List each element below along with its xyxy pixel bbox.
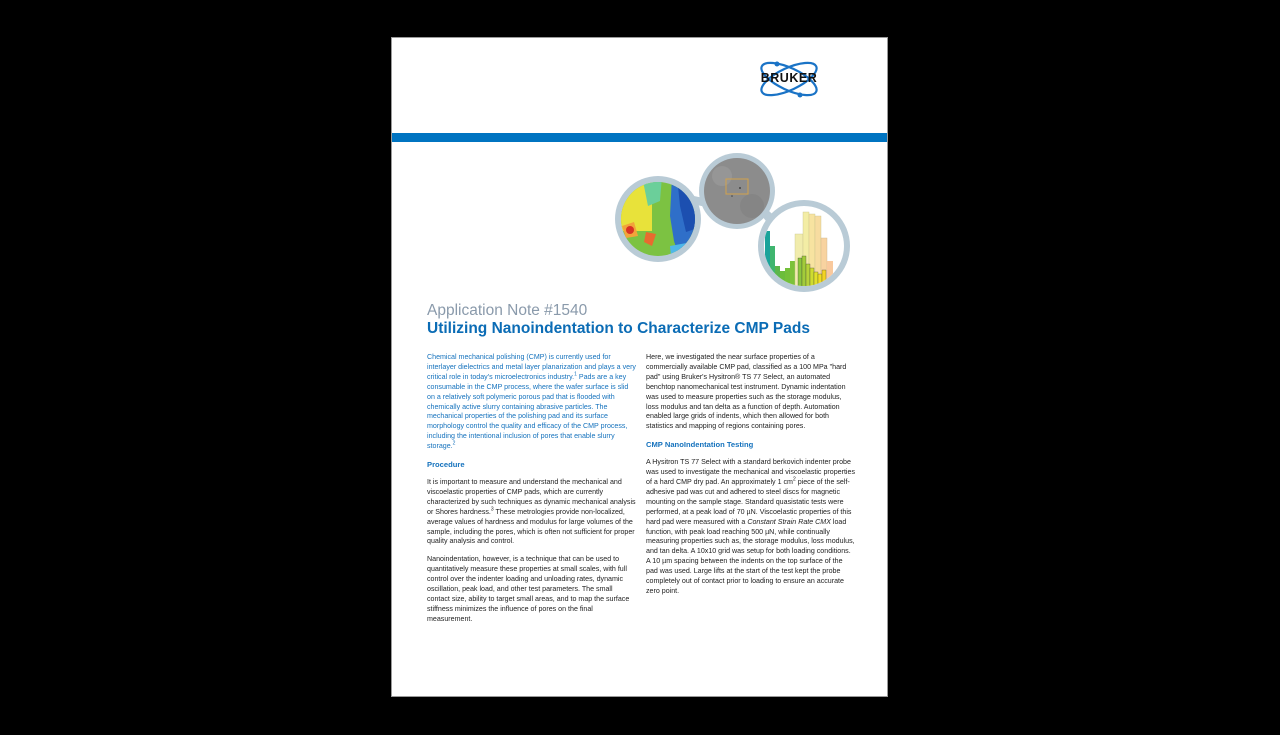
bruker-logo	[749, 55, 829, 103]
app-note-number: Application Note #1540	[427, 302, 588, 319]
procedure-paragraph-1: It is important to measure and understand the mechanical and viscoelastic properties of CMP pads, which are currently characterized by such techniques as dynamic mechanical analysis or Shores hardness.$^3$ These metrologies provide non-localized, average values of hardness and modulus for large volumes of the sample, including the pores, which is often not sufficient for proper quality analysis and control.	[427, 477, 636, 546]
document-page	[391, 37, 888, 697]
testing-heading: CMP NanoIndentation Testing	[646, 440, 754, 450]
document-title: Utilizing Nanoindentation to Characterize CMP Pads	[427, 320, 810, 337]
title-block	[427, 302, 867, 338]
intro-paragraph: Chemical mechanical polishing (CMP) is currently used for interlayer dielectrics and metal layer planarization and plays a very critical role in today's microelectronics industry.$^1$ Pads are a key consumable in the CMP process, where the wafer surface is slid on a relatively soft polymeric porous pad that is flooded with chemically active slurry containing abrasive particles. The mechanical properties of the polishing pad and its surface morphology control the quality and efficacy of the CMP process, including the intentional inclusion of pores that enable slurry storage.$^2$	[427, 353, 636, 451]
brand-name: BRUKER	[760, 71, 818, 85]
header-bar	[392, 133, 887, 142]
left-column	[427, 353, 637, 633]
cover-graphic	[612, 146, 852, 306]
investigation-paragraph: Here, we investigated the near surface properties of a commercially available CMP pad, classified as a 100 MPa "hard pad" using Bruker's Hysitron® TS 77 Select, an automated benchtop nanomechanical test instrument. Dynamic indentation was used to measure properties such as the storage modulus, loss modulus and tan delta as a function of depth. Automation enabled large grids of indents, which then allowed for both statistics and mapping of regions containing pores.	[646, 353, 847, 431]
testing-paragraph: A Hysitron TS 77 Select with a standard berkovich indenter probe was used to investigate the mechanical and viscoelastic properties of a hard CMP dry pad. An approximately 1 $cm^2$ piece of the self-adhesive pad was cut and adhered to steel discs for magnetic mounting on the sample stage. Standard quasistatic tests were performed, at a peak load of 70 µN. Viscoelastic properties of this hard pad were measured with a Constant Strain Rate CMX load function, with peak load reaching 500 µN, while continually measuring properties such as, the storage modulus, loss modulus, and tan delta. A 10x10 grid was setup for both loading conditions. A 10 µm spacing between the indents on the top surface of the pad was used. Large lifts at the start of the test kept the probe completely out of contact prior to loading to ensure an accurate zero point.	[646, 458, 855, 595]
procedure-paragraph-2: Nanoindentation, however, is a technique that can be used to quantitatively measure these properties at small scales, with full control over the indenter loading and unloading rates, dynamic oscillation, peak load, and other test parameters. The small contact size, ability to target small areas, and to map the surface stiffness minimizes the influence of pores on the final measurement.	[427, 555, 630, 623]
right-column	[646, 353, 856, 605]
procedure-heading: Procedure	[427, 460, 465, 470]
